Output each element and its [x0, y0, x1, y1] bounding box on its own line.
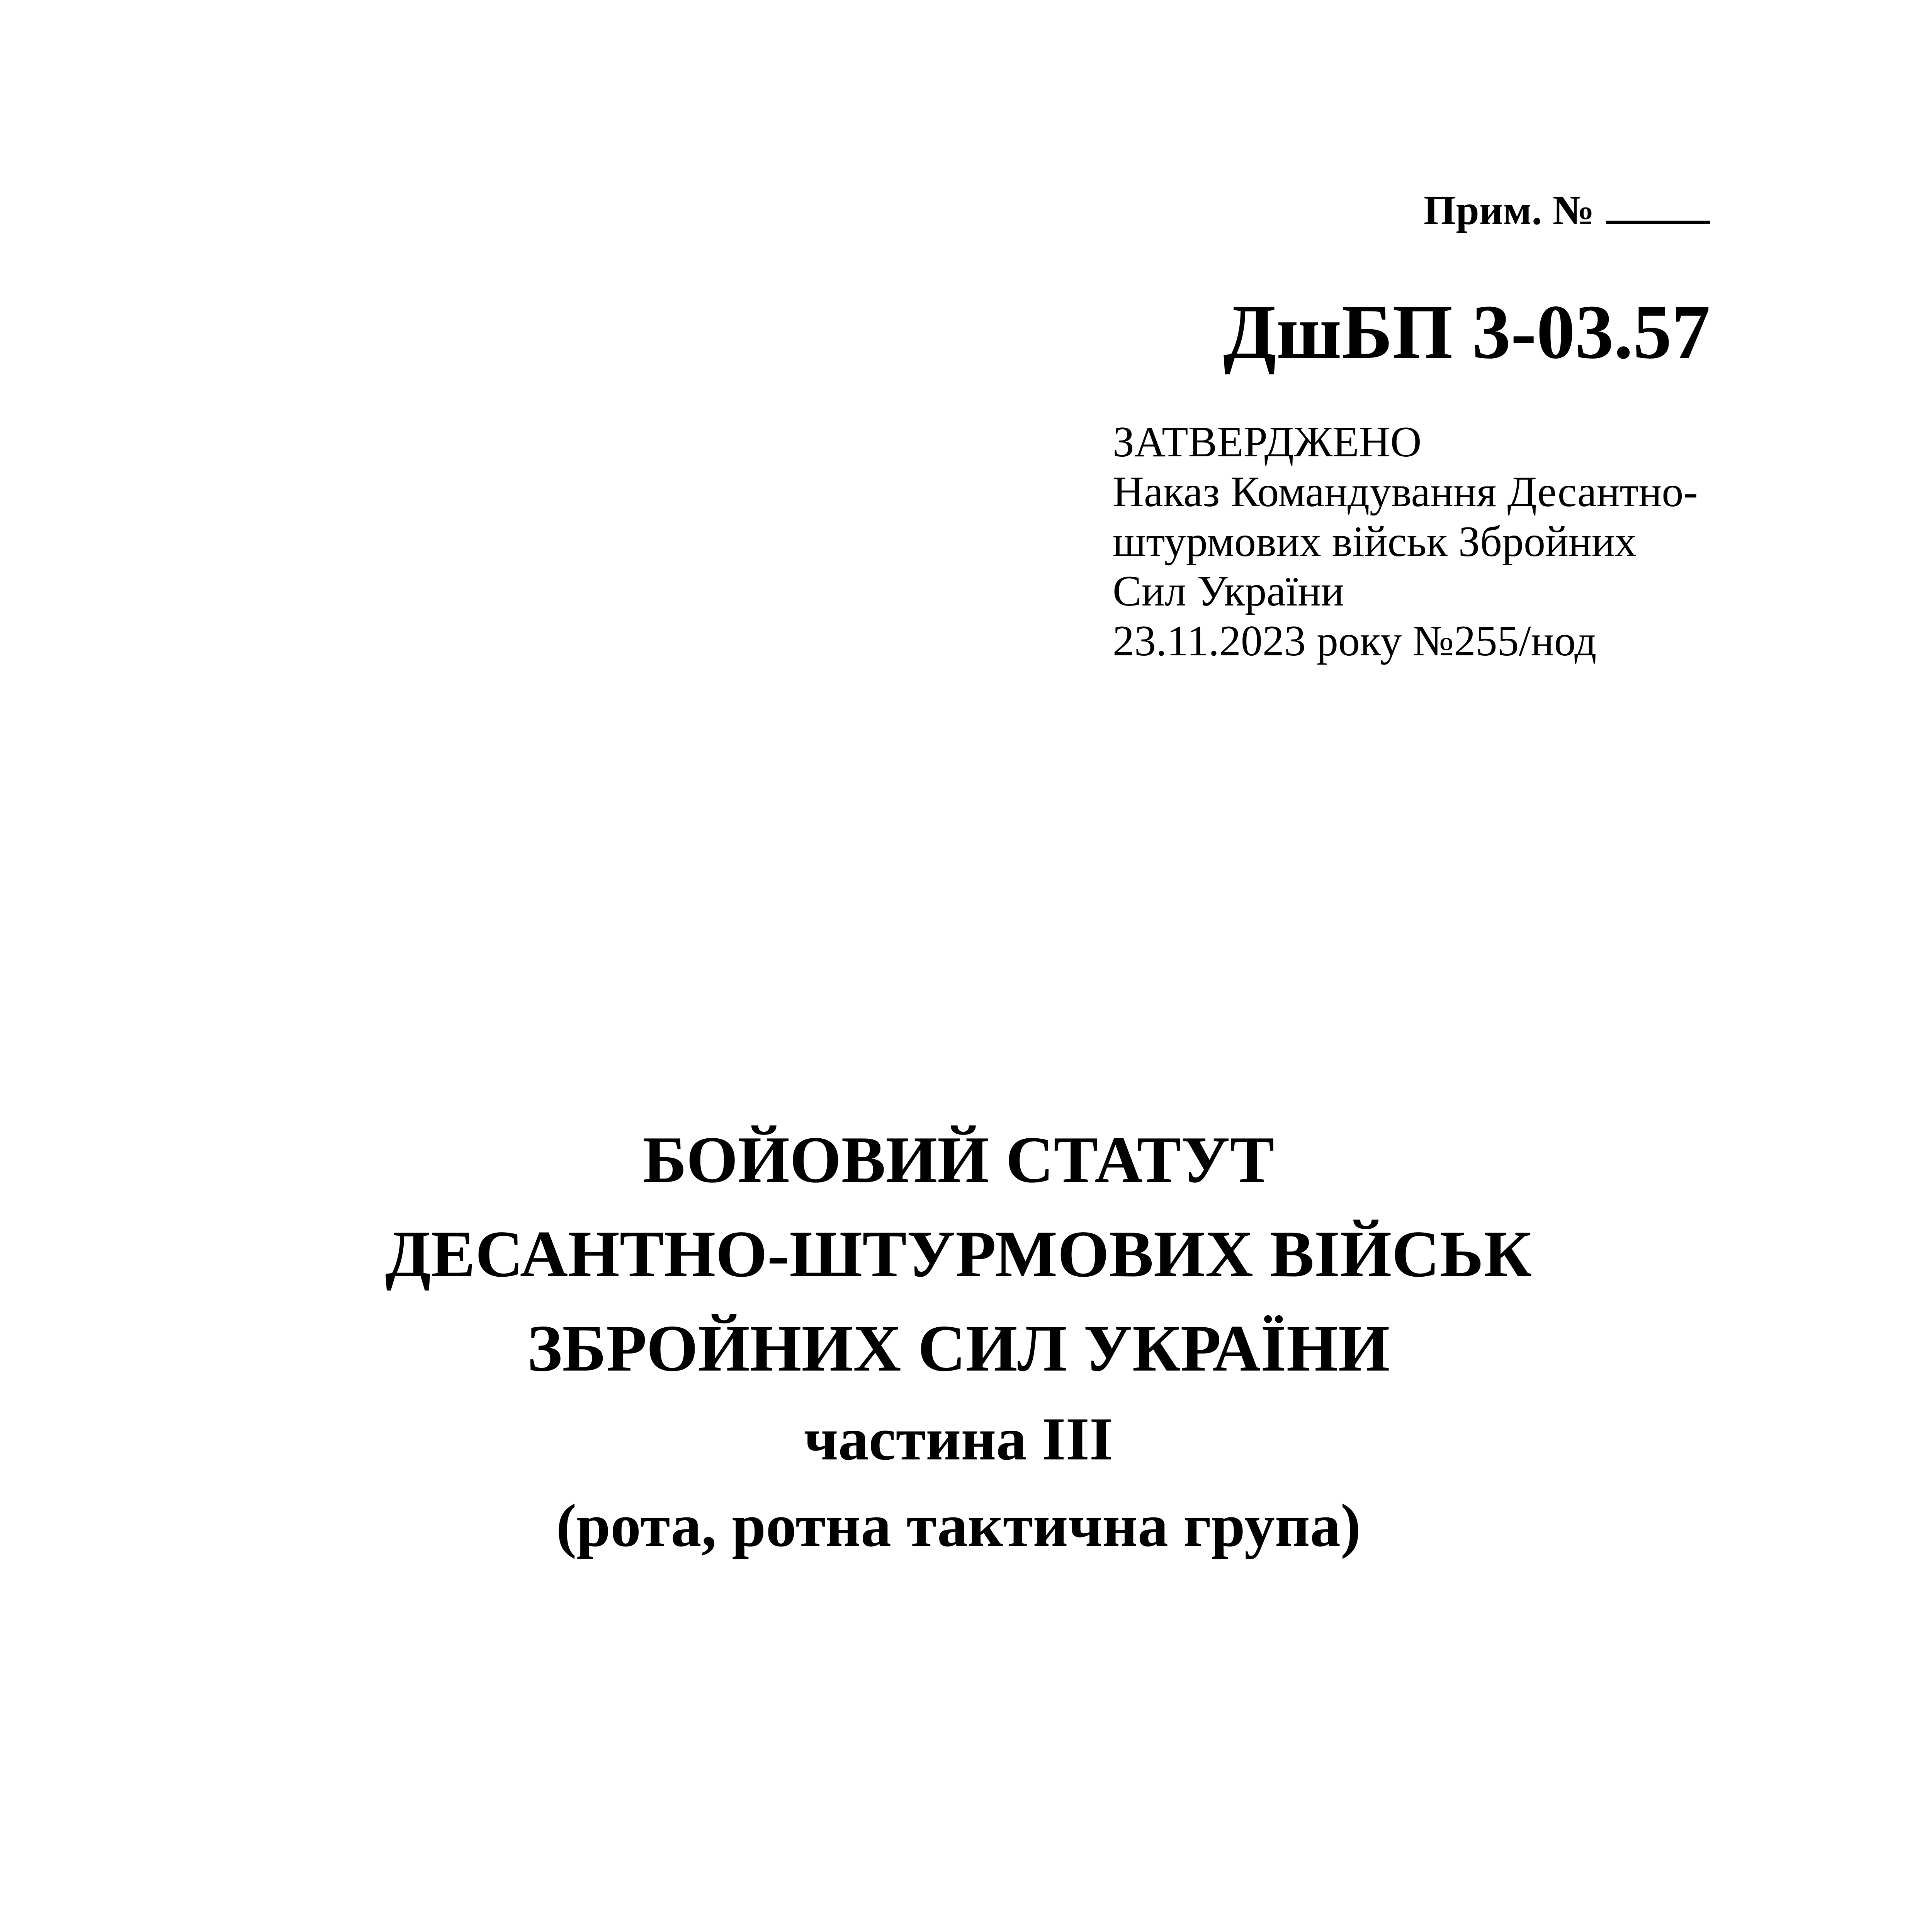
- approval-line: 23.11.2023 року №255/нод: [1113, 617, 1597, 665]
- approval-block: [1113, 417, 1769, 666]
- approval-line: Наказ Командування Десантно-: [1113, 468, 1698, 516]
- copy-number: [1424, 185, 1710, 236]
- copy-number-blank: [1606, 190, 1710, 224]
- copy-number-label: Прим. №: [1423, 187, 1594, 233]
- approval-line: Сил України: [1113, 567, 1344, 616]
- approval-line: штурмових військ Збройних: [1113, 517, 1637, 566]
- title-line: БОЙОВИЙ СТАТУТ: [642, 1123, 1275, 1197]
- title-line: ДЕСАНТНО-ШТУРМОВИХ ВІЙСЬК: [385, 1218, 1532, 1291]
- title-line: ЗБРОЙНИХ СИЛ УКРАЇНИ: [527, 1312, 1390, 1386]
- document-title: [0, 1113, 1917, 1569]
- approval-line: ЗАТВЕРДЖЕНО: [1113, 418, 1422, 466]
- document-code: ДшБП 3-03.57: [1223, 289, 1710, 375]
- title-subtitle: (рота, ротна тактична група): [556, 1492, 1361, 1560]
- title-part: частина ІІІ: [804, 1405, 1113, 1473]
